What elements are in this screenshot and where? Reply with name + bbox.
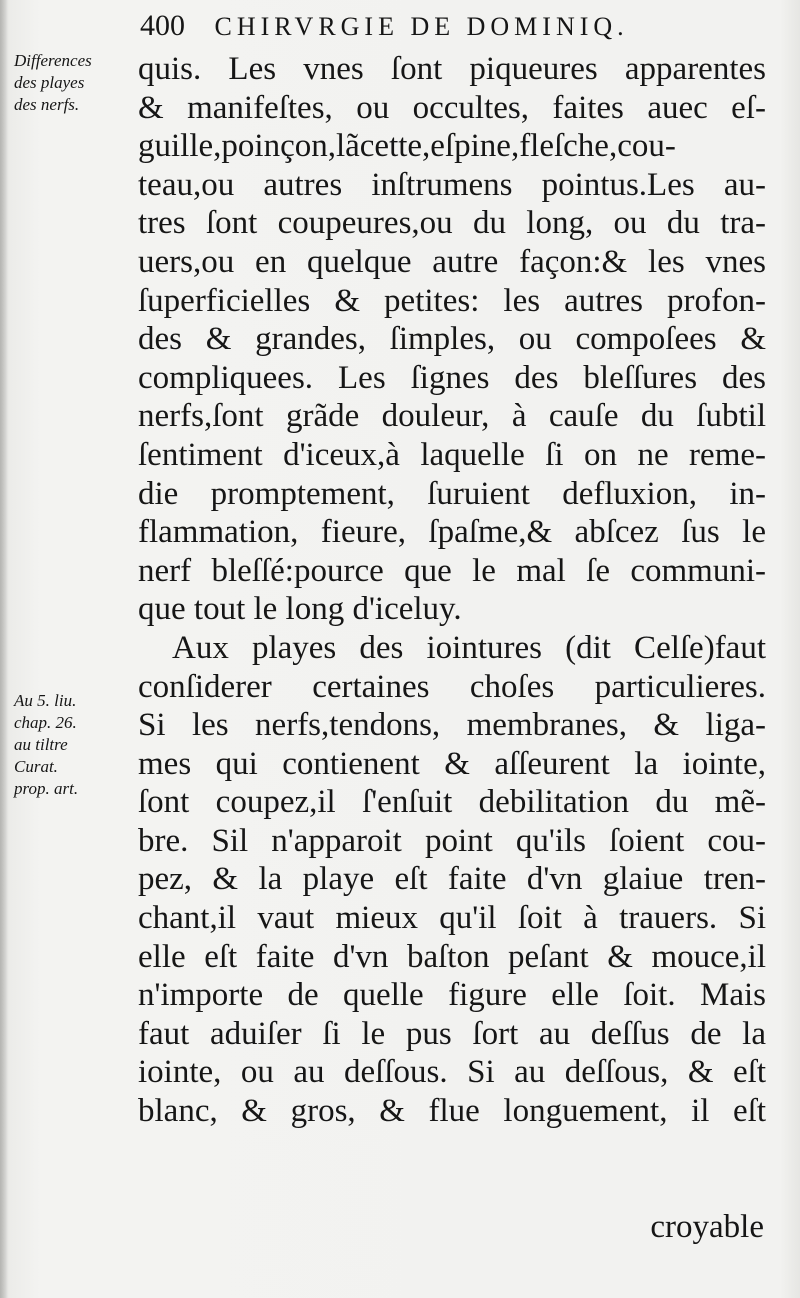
margin-note-reference (14, 690, 134, 800)
text-line: die promptement, ſuruient defluxion, in- (138, 475, 766, 512)
text-line: conſiderer certaines choſes particulieres. (138, 668, 766, 705)
margin-note-differences (14, 50, 134, 116)
text-line: uers,ou en quelque autre façon:& les vnes (138, 243, 766, 280)
text-line: elle eſt faite d'vn baſton peſant & mouce,il (138, 938, 766, 975)
text-line: compliquees. Les ſignes des bleſſures des (138, 359, 766, 396)
running-head (140, 6, 740, 46)
text-line: quis. Les vnes ſont piqueures apparentes (138, 51, 766, 87)
margin-note-line: prop. art. (14, 779, 79, 798)
margin-note-line: Differences (14, 51, 92, 70)
margin-note-line: des playes (14, 73, 85, 92)
text-line: guille,poinçon,lãcette,eſpine,fleſche,cou- (138, 128, 676, 165)
page-number: 400 (140, 9, 185, 42)
text-line: tres ſont coupeures,ou du long, ou du tra- (138, 205, 766, 242)
text-line: Si les nerfs,tendons, membranes, & liga- (138, 707, 766, 744)
text-line: mes qui contienent & aſſeurent la iointe, (138, 745, 766, 782)
page-gutter-shadow (0, 0, 8, 1298)
margin-note-line: Curat. (14, 757, 58, 776)
text-line: faut aduiſer ſi le pus ſort au deſſus de la (138, 1015, 766, 1052)
text-line: nerf bleſſé:pource que le mal ſe communi- (138, 552, 766, 589)
body-text (138, 50, 766, 1131)
text-line: chant,il vaut mieux qu'il ſoit à trauers. Si (138, 900, 766, 937)
text-line: teau,ou autres inſtrumens pointus.Les au- (138, 166, 766, 203)
text-line: iointe, ou au deſſous. Si au deſſous, & eſt (138, 1054, 766, 1091)
running-title: CHIRVRGIE DE DOMINIQ. (214, 12, 629, 41)
text-line: ſentiment d'iceux,à laquelle ſi on ne reme- (138, 436, 766, 473)
margin-note-line: des nerfs. (14, 95, 80, 114)
text-line: pez, & la playe eſt faite d'vn glaiue tren- (138, 861, 766, 898)
margin-note-line: Au 5. liu. (14, 691, 77, 710)
text-line: que tout le long d'iceluy. (138, 591, 462, 628)
text-line: ſuperficielles & petites: les autres profon- (138, 282, 766, 319)
text-line: blanc, & gros, & flue longuement, il eſt (138, 1093, 766, 1130)
catchword: croyable (650, 1209, 764, 1245)
paragraph-start-line: Aux playes des iointures (dit Celſe)faut (172, 629, 766, 666)
margin-note-line: chap. 26. (14, 713, 77, 732)
text-line: des & grandes, ſimples, ou compoſees & (138, 321, 766, 358)
margin-note-line: au tiltre (14, 735, 68, 754)
text-line: ſont coupez,il ſ'enſuit debilitation du mẽ- (138, 784, 766, 821)
text-line: nerfs,ſont grãde douleur, à cauſe du ſubtil (138, 398, 766, 435)
text-line: bre. Sil n'apparoit point qu'ils ſoient cou- (138, 822, 766, 859)
text-line: flammation, fieure, ſpaſme,& abſcez ſus le (138, 514, 766, 551)
text-line: & manifeſtes, ou occultes, faites auec eſ- (138, 89, 766, 126)
text-line: n'importe de quelle figure elle ſoit. Mais (138, 977, 766, 1014)
